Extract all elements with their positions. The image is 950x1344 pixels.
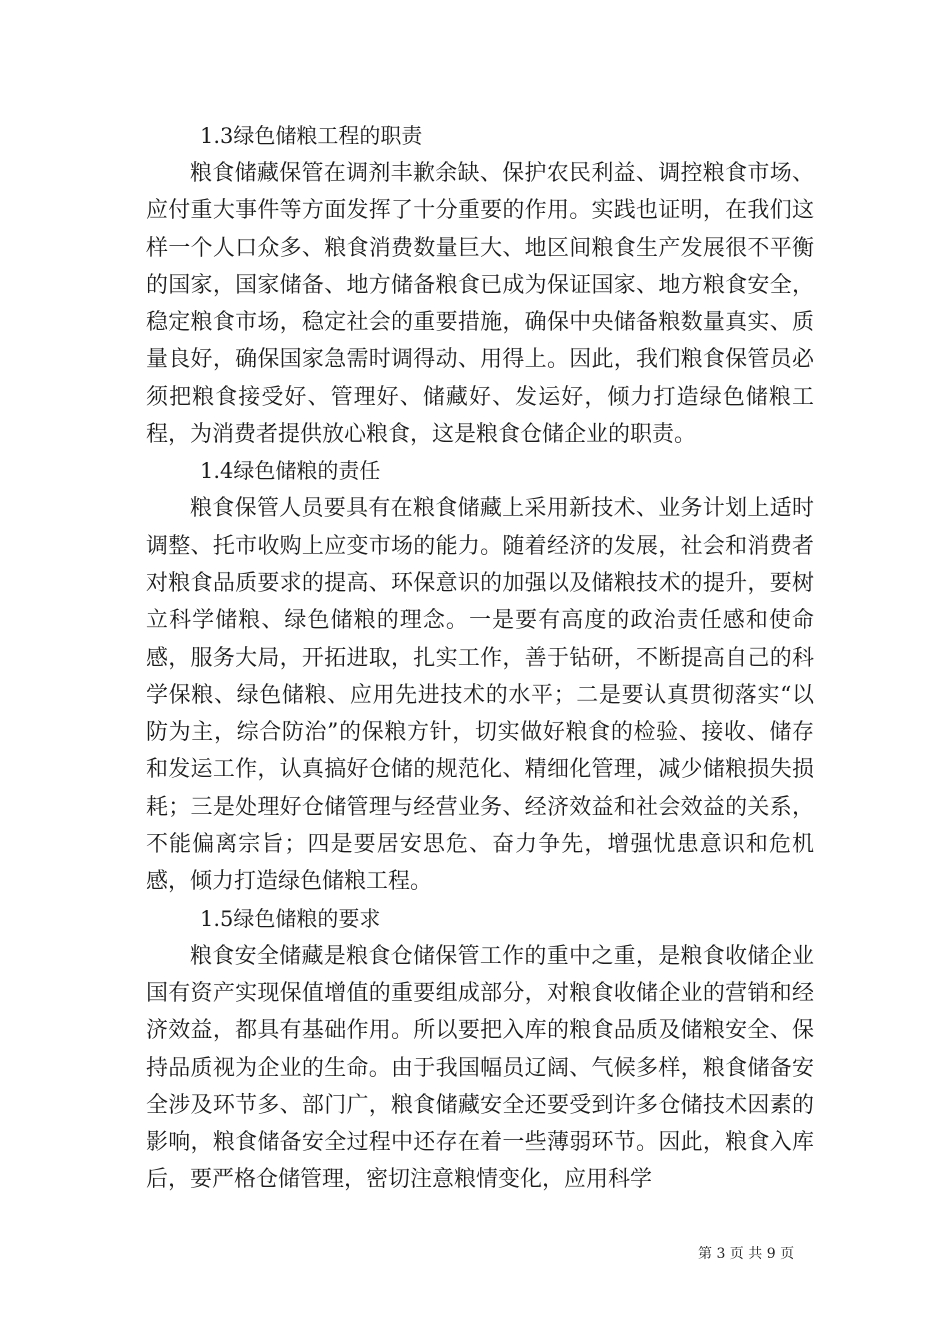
section-heading-1-5: 1.5绿色储粮的要求 <box>200 906 381 931</box>
page-number-footer: 第 3 页 共 9 页 <box>698 1246 795 1262</box>
section-heading-1-4: 1.4绿色储粮的责任 <box>200 459 381 484</box>
document-body <box>146 118 814 1199</box>
section-paragraph-1-3: 粮食储藏保管在调剂丰歉余缺、保护农民利益、调控粮食市场、应付重大事件等方面发挥了十分重要的作用。实践也证明，在我们这样一个人口众多、粮食消费数量巨大、地区间粮食生产发展很不平衡的国家，国家储备、地方储备粮食已成为保证国家、地方粮食安全，稳定粮食市场，稳定社会的重要措施，确保中央储备粮数量真实、质量良好，确保国家急需时调得动、用得上。因此，我们粮食保管员必须把粮食接受好、管理好、储藏好、发运好，倾力打造绿色储粮工程，为消费者提供放心粮食，这是粮食仓储企业的职责。 <box>146 161 814 448</box>
section-heading-1-3: 1.3绿色储粮工程的职责 <box>200 124 423 148</box>
section-paragraph-1-4: 粮食保管人员要具有在粮食储藏上采用新技术、业务计划上适时调整、托市收购上应变市场的能力。随着经济的发展，社会和消费者对粮食品质要求的提高、环保意识的加强以及储粮技术的提升，要树立科学储粮、绿色储粮的理念。一是要有高度的政治责任感和使命感，服务大局，开拓进取，扎实工作，善于钻研，不断提高自己的科学保粮、绿色储粮、应用先进技术的水平；二是要认真贯彻落实“以防为主，综合防治”的保粮方针，切实做好粮食的检验、接收、储存和发运工作，认真搞好仓储的规范化、精细化管理，减少储粮损失损耗；三是处理好仓储管理与经营业务、经济效益和社会效益的关系，不能偏离宗旨；四是要居安思危、奋力争先，增强忧患意识和危机感，倾力打造绿色储粮工程。 <box>146 496 814 895</box>
section-paragraph-1-5: 粮食安全储藏是粮食仓储保管工作的重中之重，是粮食收储企业国有资产实现保值增值的重要组成部分，对粮食收储企业的营销和经济效益，都具有基础作用。所以要把入库的粮食品质及储粮安全、保持品质视为企业的生命。由于我国幅员辽阔、气候多样，粮食储备安全涉及环节多、部门广，粮食储藏安全还要受到许多仓储技术因素的影响，粮食储备安全过程中还存在着一些薄弱环节。因此，粮食入库后，要严格仓储管理，密切注意粮情变化，应用科学 <box>146 943 814 1193</box>
